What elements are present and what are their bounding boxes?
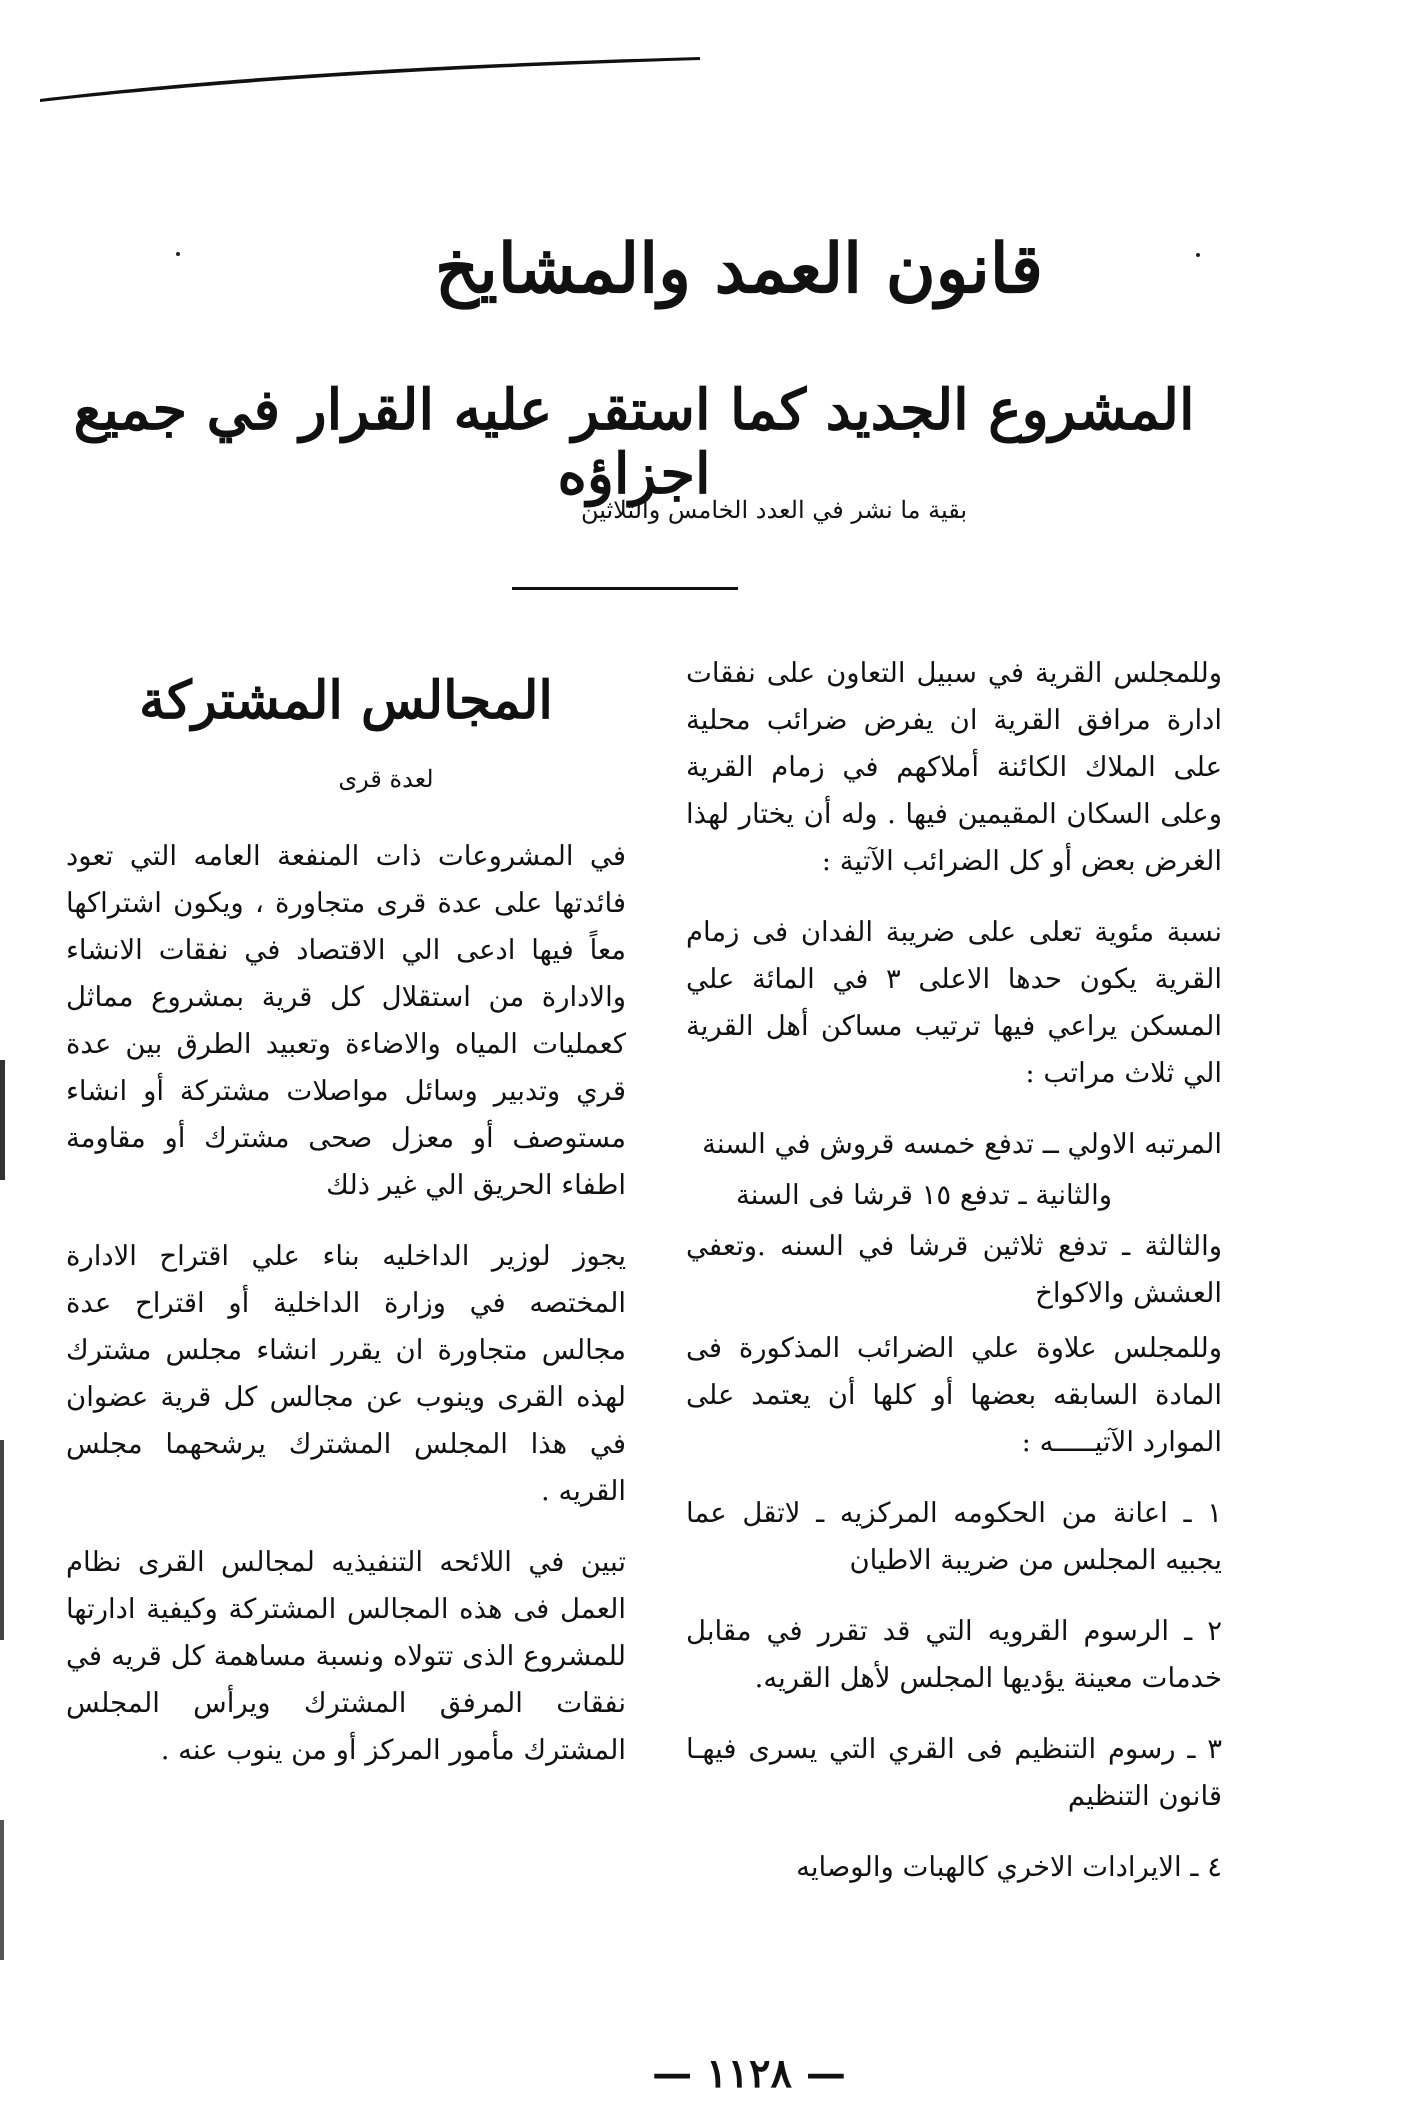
document-title: قانون العمد والمشايخ bbox=[435, 229, 1043, 309]
left-column bbox=[66, 650, 626, 1798]
list-item: ٤ ـ الايرادات الاخري كالهبات والوصايه bbox=[796, 1851, 1222, 1883]
continuation-note: بقية ما نشر في العدد الخامس والثلاثين bbox=[580, 496, 968, 524]
section-subtitle: لعدة قرى bbox=[338, 765, 434, 794]
document-subtitle: المشروع الجديد كما استقر عليه القرار في جميع اجزاؤه bbox=[73, 377, 1195, 508]
paragraph: والثانية ـ تدفع ١٥ قرشا فى السنة bbox=[736, 1179, 1112, 1211]
scan-edge-marks bbox=[0, 1060, 12, 1960]
paragraph: وللمجلس علاوة علي الضرائب المذكورة فى المادة السابقه بعضها أو كلها أن يعتمد على الموارد الآتيـــــه : bbox=[686, 1332, 1222, 1458]
right-column bbox=[686, 650, 1222, 1915]
decorative-top-rule bbox=[40, 55, 700, 103]
page-number: — ١١٢٨ — bbox=[652, 2050, 846, 2097]
paragraph: يجوز لوزير الداخليه بناء علي اقتراح الادارة المختصه في وزارة الداخلية أو اقتراح عدة مجالس متجاورة ان يقرر انشاء مجلس مشترك لهذه القرى وينوب عن مجالس كل قرية عضوان في هذا المجلس المشترك يرشحهما مجلس القريه . bbox=[66, 1240, 626, 1508]
list-item: ٢ ـ الرسوم القرويه التي قد تقرر في مقابل خدمات معينة يؤديها المجلس لأهل القريه. bbox=[686, 1615, 1222, 1694]
title-divider bbox=[512, 587, 738, 590]
section-title: المجالس المشتركة bbox=[139, 670, 553, 731]
list-item: ٣ ـ رسوم التنظيم فى القري التي يسرى فيهـا قانون التنظيم bbox=[686, 1733, 1222, 1812]
paragraph: تبين في اللائحه التنفيذيه لمجالس القرى نظام العمل فى هذه المجالس المشتركة وكيفية ادارتها للمشروع الذى تتولاه ونسبة مساهمة كل قريه في نفقات المرفق المشترك ويرأس المجلس المشترك مأمور المركز أو من ينوب عنه . bbox=[66, 1546, 626, 1767]
list-item: ١ ـ اعانة من الحكومه المركزيه ـ لاتقل عما يجبيه المجلس من ضريبة الاطيان bbox=[686, 1497, 1222, 1576]
paragraph: والثالثة ـ تدفع ثلاثين قرشا في السنه .وتعفي العشش والاكواخ bbox=[686, 1230, 1222, 1309]
paragraph: في المشروعات ذات المنفعة العامه التي تعود فائدتها على عدة قرى متجاورة ، ويكون اشتراكها معاً فيها ادعى الي الاقتصاد في نفقات الانشاء والادارة من استقلال كل قرية بمشروع مماثل كعمليات المياه والاضاءة وتعبيد الطرق بين عدة قري وتدبير وسائل مواصلات مشتركة أو انشاء مستوصف أو معزل صحى مشترك أو مقاومة اطفاء الحريق الي غير ذلك bbox=[66, 840, 626, 1202]
paragraph: نسبة مئوية تعلى على ضريبة الفدان فى زمام القرية يكون حدها الاعلى ٣ في المائة علي المسكن يراعي فيها ترتيب مساكن أهل القرية الي ثلاث مراتب : bbox=[686, 916, 1222, 1089]
paragraph: وللمجلس القرية في سبيل التعاون على نفقات ادارة مرافق القرية ان يفرض ضرائب محلية على الملاك الكائنة أملاكهم في زمام القرية وعلى السكان المقيمين فيها . وله أن يختار لهذا الغرض بعض أو كل الضرائب الآتية : bbox=[686, 657, 1222, 877]
paragraph: المرتبه الاولي ــ تدفع خمسه قروش في السنة bbox=[702, 1128, 1222, 1160]
